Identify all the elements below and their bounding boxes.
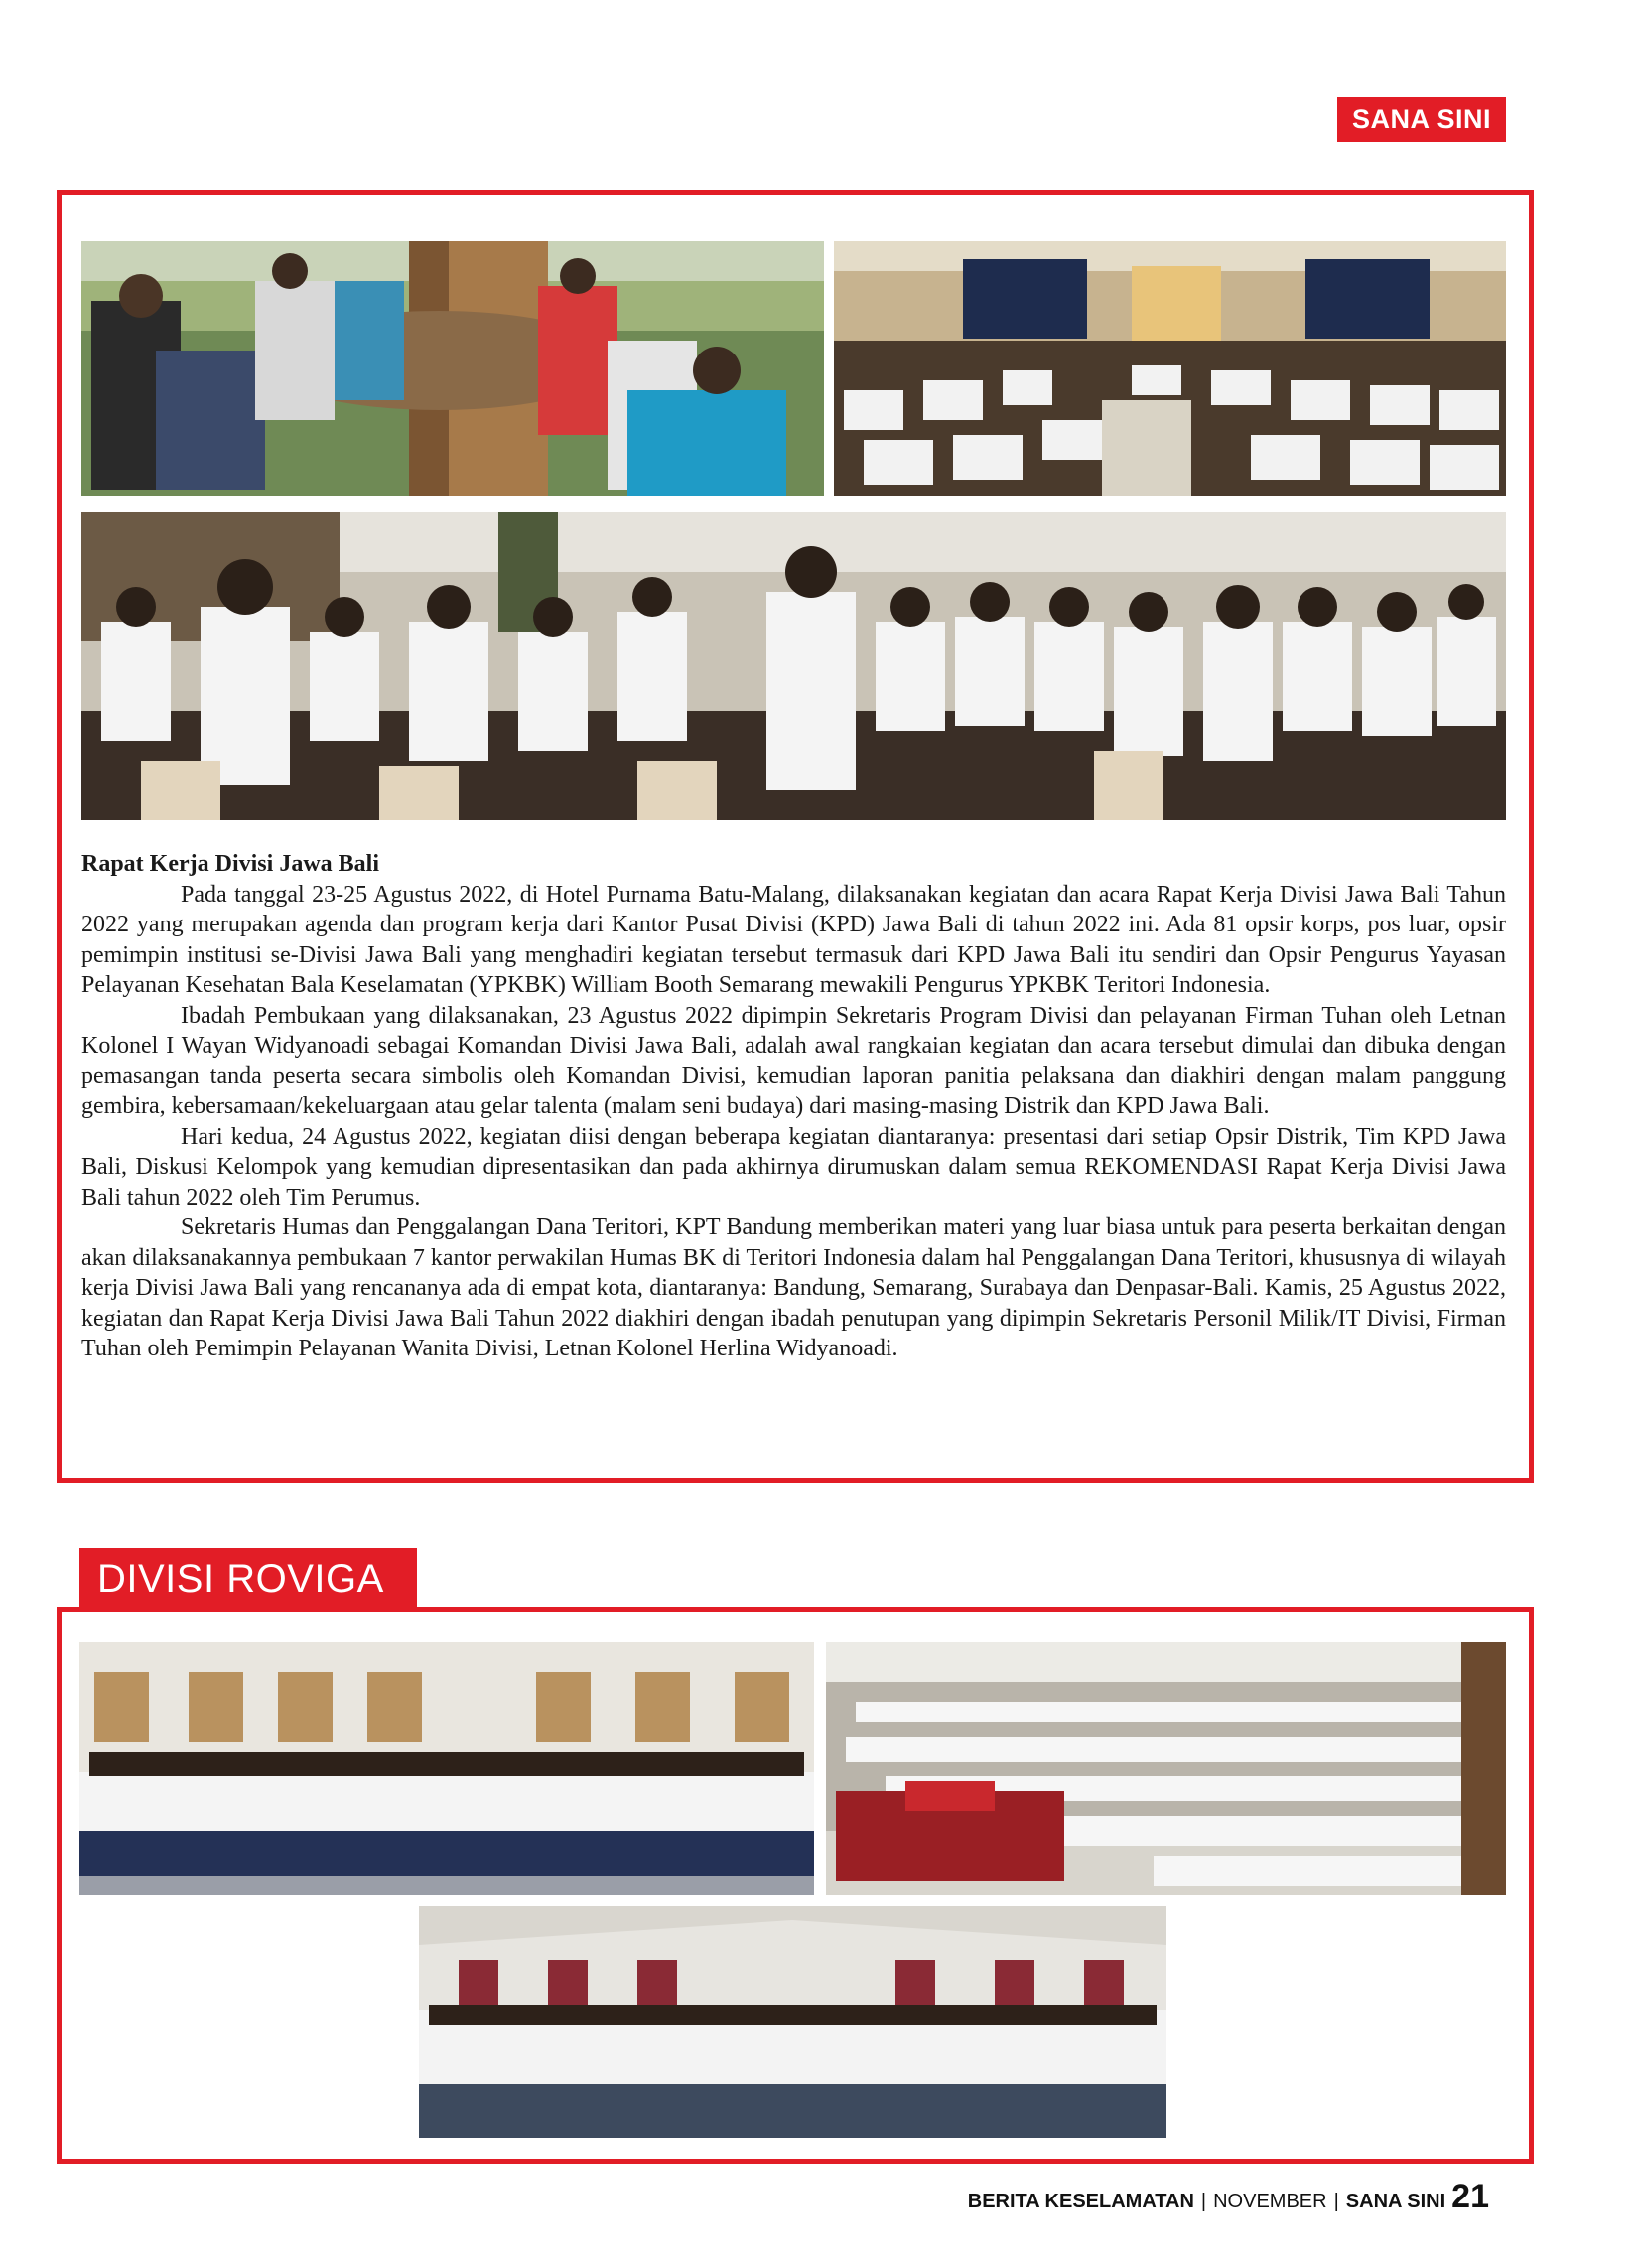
article-paragraph: Ibadah Pembukaan yang dilaksanakan, 23 Agustus 2022 dipimpin Sekretaris Program Divisi dan pelayanan Firman Tuhan oleh Letnan Kolonel I Wayan Widyanoadi sebagai Komandan Divisi Jawa Bali, adalah awal rangkaian kegiatan dan acara tersebut dimulai dan dibuka dengan pemasangan tanda peserta secara simbolis oleh Komandan Divisi, kemudian laporan panitia pelaksana dan diakhiri dengan malam panggung gembira, kebersamaan/kekeluargaan atau gelar talenta (malam seni budaya) dari masing-masing Distrik dan KPD Jawa Bali. [81, 1002, 1506, 1119]
article-body [81, 849, 1506, 1364]
photo-standing-participants [81, 512, 1506, 820]
section-title: DIVISI ROVIGA [79, 1548, 417, 1607]
article-paragraph: Hari kedua, 24 Agustus 2022, kegiatan diisi dengan beberapa kegiatan diantaranya: presentasi dari setiap Opsir Distrik, Tim KPD Jawa Bali, Diskusi Kelompok yang kemudian dipresentasikan dan pada akhirnya dirumuskan dalam semua REKOMENDASI Rapat Kerja Divisi Jawa Bali tahun 2022 oleh Tim Perumus. [81, 1123, 1506, 1210]
page-number: 21 [1451, 2178, 1489, 2215]
article-title: Rapat Kerja Divisi Jawa Bali [81, 851, 379, 877]
photo-roviga-group-b [826, 1642, 1506, 1895]
footer-publication: BERITA KESELAMATAN [967, 2191, 1194, 2212]
footer-section: SANA SINI [1345, 2191, 1446, 2212]
page-footer [968, 2178, 1489, 2217]
photo-roviga-group-a [79, 1642, 814, 1895]
article-paragraph: Sekretaris Humas dan Penggalangan Dana Teritori, KPT Bandung memberikan materi yang luar biasa untuk para peserta berkaitan dengan akan dilaksanakannya pembukaan 7 kantor perwakilan Humas BK di Teritori Indonesia dalam hal Penggalangan Dana Teritori, khususnya di wilayah kerja Divisi Jawa Bali yang rencananya ada di empat kota, diantaranya: Bandung, Semarang, Surabaya dan Denpasar-Bali. Kamis, 25 Agustus 2022, kegiatan dan Rapat Kerja Divisi Jawa Bali Tahun 2022 diakhiri dengan ibadah penutupan yang dipimpin Sekretaris Personil Milik/IT Divisi, Firman Tuhan oleh Pemimpin Pelayanan Wanita Divisi, Letnan Kolonel Herlina Widyanoadi. [81, 1214, 1506, 1361]
photo-conference-hall [834, 241, 1506, 496]
footer-month: NOVEMBER [1213, 2191, 1327, 2212]
footer-separator: | [1333, 2191, 1339, 2212]
photo-roviga-group-c [419, 1906, 1166, 2138]
article-paragraph: Pada tanggal 23-25 Agustus 2022, di Hotel Purnama Batu-Malang, dilaksanakan kegiatan dan acara Rapat Kerja Divisi Jawa Bali Tahun 2022 yang merupakan agenda dan program kerja dari Kantor Pusat Divisi (KPD) Jawa Bali di tahun 2022 ini. Ada 81 opsir korps, pos luar, opsir pemimpin institusi se-Divisi Jawa Bali yang menghadiri kegiatan tersebut termasuk dari KPD Jawa Bali itu sendiri dan Opsir Pengurus Yayasan Pelayanan Kesehatan Bala Keselamatan (YPKBK) William Booth Semarang mewakili Pengurus YPKBK Teritori Indonesia. [81, 881, 1506, 998]
section-tag: SANA SINI [1337, 97, 1506, 142]
photo-group-discussion [81, 241, 824, 496]
footer-separator: | [1200, 2191, 1207, 2212]
